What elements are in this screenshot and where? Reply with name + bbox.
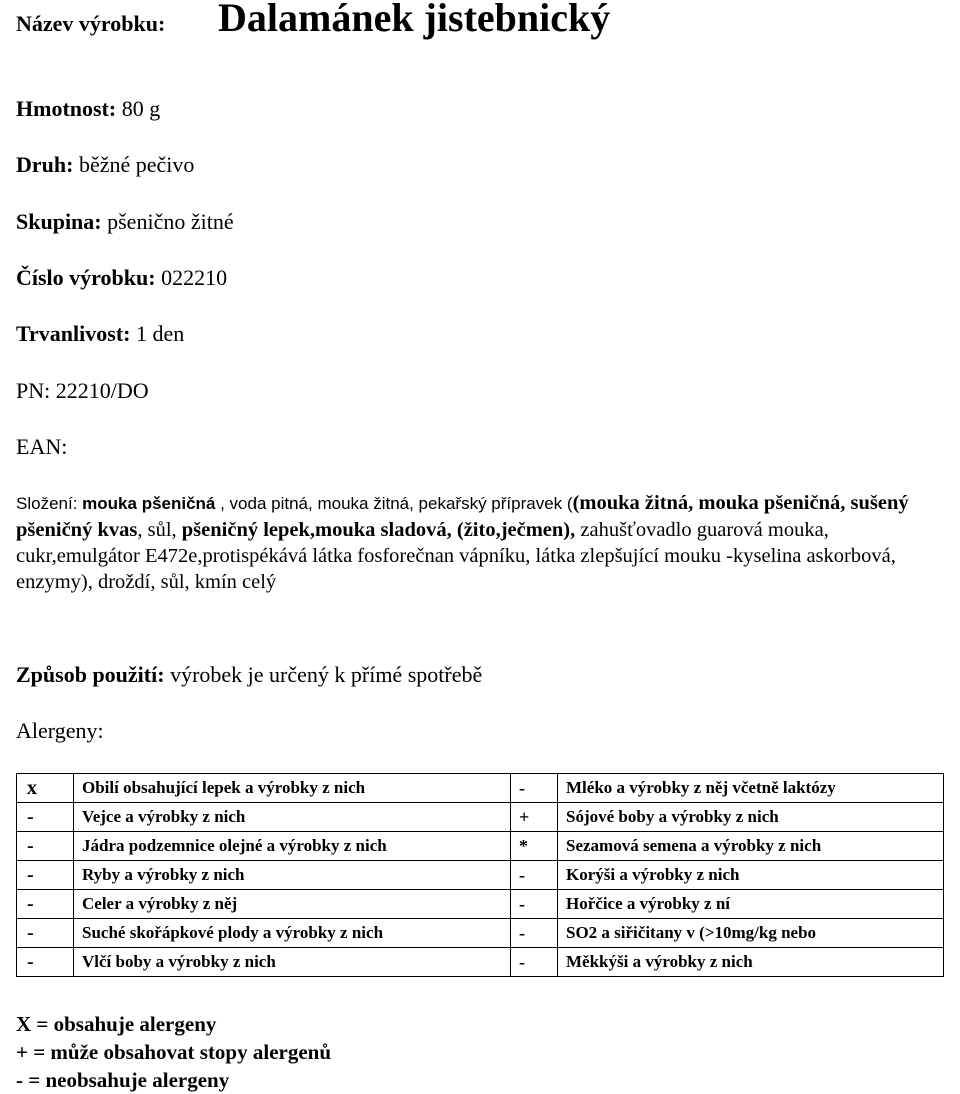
allergen-mark: - — [511, 861, 558, 890]
usage-value: výrobek je určený k přímé spotřebě — [170, 662, 483, 687]
field-label: Trvanlivost: — [16, 321, 131, 346]
allergen-mark: - — [17, 948, 74, 977]
allergen-mark: - — [511, 948, 558, 977]
allergen-name: Celer a výrobky z něj — [74, 890, 511, 919]
allergen-name: Vejce a výrobky z nich — [74, 803, 511, 832]
field-label: Skupina: — [16, 209, 102, 234]
field-pn — [16, 378, 149, 404]
allergen-mark: - — [17, 861, 74, 890]
allergens-label: Alergeny: — [16, 718, 104, 743]
table-row — [17, 803, 944, 832]
allergen-mark: - — [511, 890, 558, 919]
composition-part: pšeničný lepek,mouka sladová, (žito,ječmen), — [181, 519, 576, 541]
usage-label: Způsob použití: — [16, 662, 165, 687]
field-label: Číslo výrobku: — [16, 265, 156, 290]
allergen-mark: - — [17, 890, 74, 919]
table-row — [17, 890, 944, 919]
field-label: PN: — [16, 378, 51, 403]
field-type — [16, 152, 194, 178]
field-value: 22210/DO — [55, 378, 149, 403]
composition-part: , sůl, — [137, 519, 182, 541]
allergen-name: Měkkýši a výrobky z nich — [558, 948, 944, 977]
allergen-name: Obilí obsahující lepek a výrobky z nich — [74, 774, 511, 803]
field-value: pšenično žitné — [107, 209, 234, 234]
allergen-name: Mléko a výrobky z něj včetně laktózy — [558, 774, 944, 803]
allergen-mark: - — [17, 919, 74, 948]
field-product-number — [16, 265, 227, 291]
allergen-mark: - — [511, 919, 558, 948]
allergen-legend — [16, 1010, 331, 1094]
table-row — [17, 774, 944, 803]
field-group — [16, 209, 234, 235]
legend-item: X = obsahuje alergeny — [16, 1012, 217, 1036]
field-ean — [16, 434, 67, 460]
field-shelf-life — [16, 321, 184, 347]
field-label: Druh: — [16, 152, 74, 177]
allergen-name: Korýši a výrobky z nich — [558, 861, 944, 890]
allergen-mark: - — [17, 832, 74, 861]
field-value: běžné pečivo — [78, 152, 195, 177]
allergen-name: Suché skořápkové plody a výrobky z nich — [74, 919, 511, 948]
table-row — [17, 861, 944, 890]
field-value: 022210 — [161, 265, 228, 290]
field-label: Hmotnost: — [16, 96, 117, 121]
composition-text — [16, 490, 946, 595]
allergen-mark: * — [511, 832, 558, 861]
allergen-table — [16, 773, 944, 977]
allergen-name: Jádra podzemnice olejné a výrobky z nich — [74, 832, 511, 861]
table-row — [17, 832, 944, 861]
allergen-name: Hořčice a výrobky z ní — [558, 890, 944, 919]
allergen-name: Vlčí boby a výrobky z nich — [74, 948, 511, 977]
field-weight — [16, 96, 160, 122]
allergen-mark: - — [511, 774, 558, 803]
table-row — [17, 948, 944, 977]
product-name-label: Název výrobku: — [16, 11, 166, 36]
allergen-mark: x — [17, 774, 74, 803]
table-row — [17, 919, 944, 948]
usage — [16, 662, 482, 688]
field-label: EAN: — [16, 434, 68, 459]
composition-label: Složení: — [16, 494, 78, 513]
product-name: Dalamánek jistebnický — [218, 0, 611, 40]
field-value: 80 g — [121, 96, 161, 121]
legend-item: - = neobsahuje alergeny — [16, 1068, 230, 1092]
composition-part: mouka pšeničná — [82, 494, 216, 513]
composition-part: zahušťovadlo guarová mouka, cukr,emulgátor E472e,protispékává látka fosforečnan vápníku, látka zlepšující mouku -kyselina askorbová, enzymy), droždí, sůl, kmín celý — [16, 519, 896, 593]
field-value: 1 den — [135, 321, 185, 346]
legend-item: + = může obsahovat stopy alergenů — [16, 1040, 332, 1064]
allergen-name: SO2 a siřičitany v (>10mg/kg nebo — [558, 919, 944, 948]
allergen-mark: - — [17, 803, 74, 832]
allergen-name: Sójové boby a výrobky z nich — [558, 803, 944, 832]
composition-part: (mouka žitná, mouka pšeničná, sušený pšeničný kvas — [16, 492, 909, 541]
composition-part: , voda pitná, mouka žitná, pekařský přípravek ( — [215, 494, 573, 513]
allergen-name: Sezamová semena a výrobky z nich — [558, 832, 944, 861]
allergen-mark: + — [511, 803, 558, 832]
allergen-name: Ryby a výrobky z nich — [74, 861, 511, 890]
